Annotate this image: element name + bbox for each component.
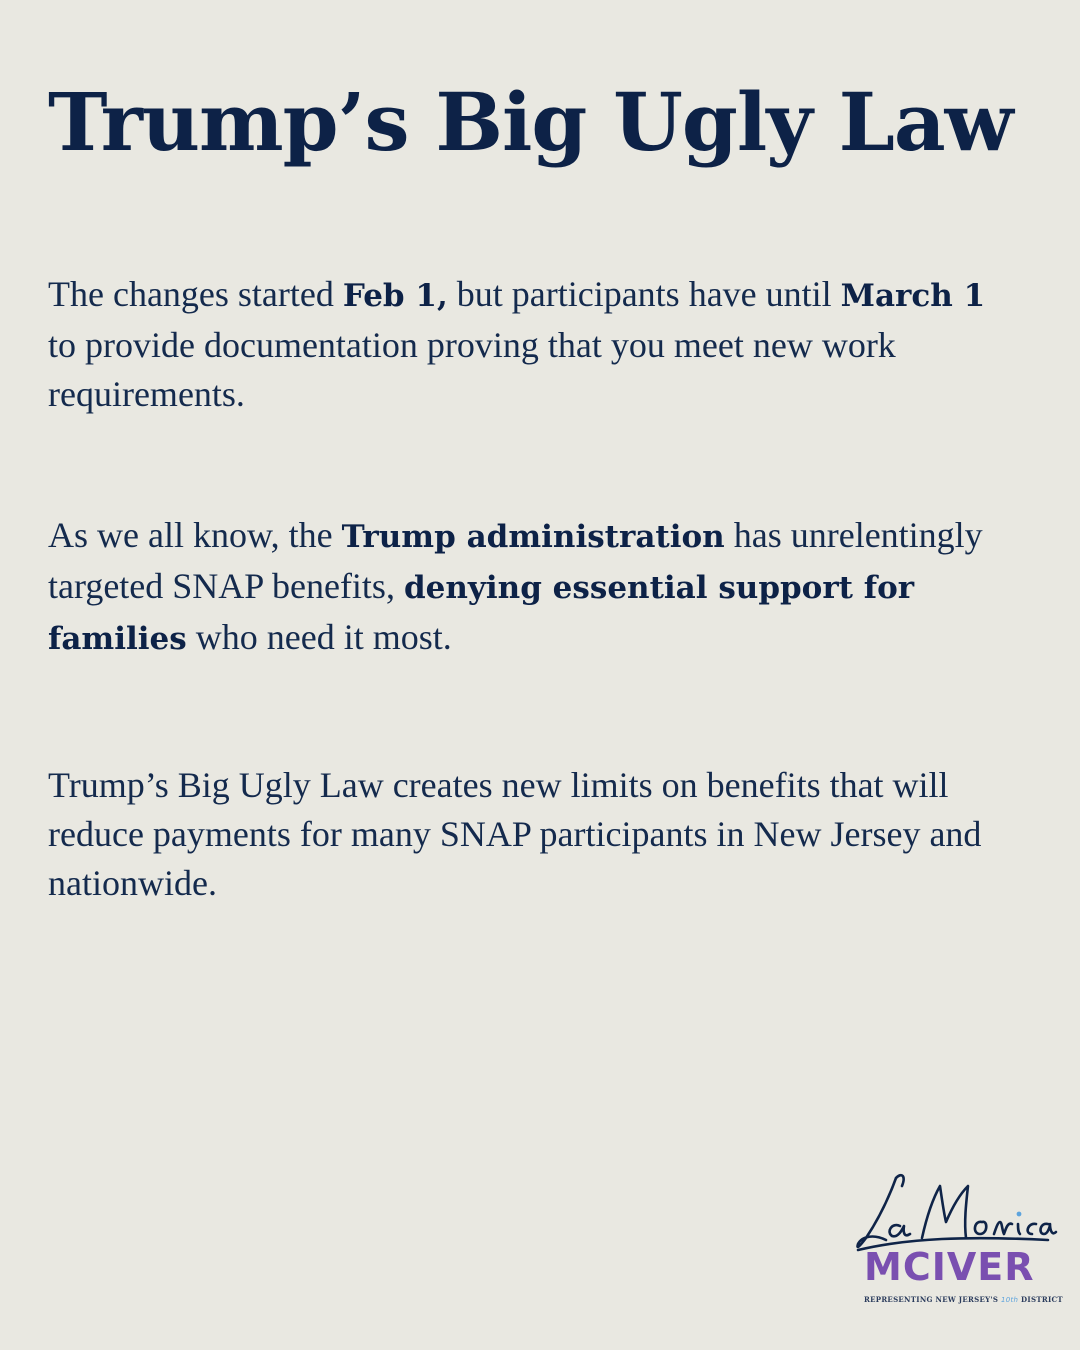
- paragraph-text: The changes started: [48, 274, 343, 314]
- paragraph-text: but participants have until: [447, 274, 841, 314]
- paragraph-text: Trump’s Big Ugly Law creates new limits on benefits that will reduce payments for many SNAP participants in New Jersey and nationwide.: [48, 765, 982, 903]
- mciver-logo: [848, 1160, 1063, 1310]
- paragraph-text: who need it most.: [186, 617, 452, 657]
- tagline-start: REPRESENTING NEW JERSEY'S: [864, 1295, 1001, 1304]
- paragraph-text: has unrelentingly targeted SNAP benefits,: [48, 515, 983, 606]
- date-feb-1: Feb 1,: [342, 278, 448, 314]
- tagline-end: DISTRICT: [1018, 1295, 1063, 1304]
- date-march-1: March 1: [840, 278, 986, 314]
- paragraph-administration: [48, 511, 1008, 664]
- paragraph-text: to provide documentation proving that you meet new work requirements.: [48, 325, 896, 414]
- paragraph-limits: [48, 761, 1008, 908]
- logo-name: MCIVER: [864, 1245, 1035, 1289]
- emphasis-denying-support: denying essential support for families: [48, 570, 915, 657]
- paragraph-deadline: [48, 270, 1008, 419]
- logo-tagline: [864, 1295, 1063, 1304]
- emphasis-trump-administration: Trump administration: [341, 519, 725, 555]
- page-title: Trump’s Big Ugly Law: [48, 75, 1013, 169]
- star-icon: [1017, 1212, 1022, 1217]
- signature-la-monica: [848, 1160, 1058, 1255]
- paragraph-text: As we all know, the: [48, 515, 342, 555]
- tagline-ordinal: 10th: [1000, 1296, 1019, 1304]
